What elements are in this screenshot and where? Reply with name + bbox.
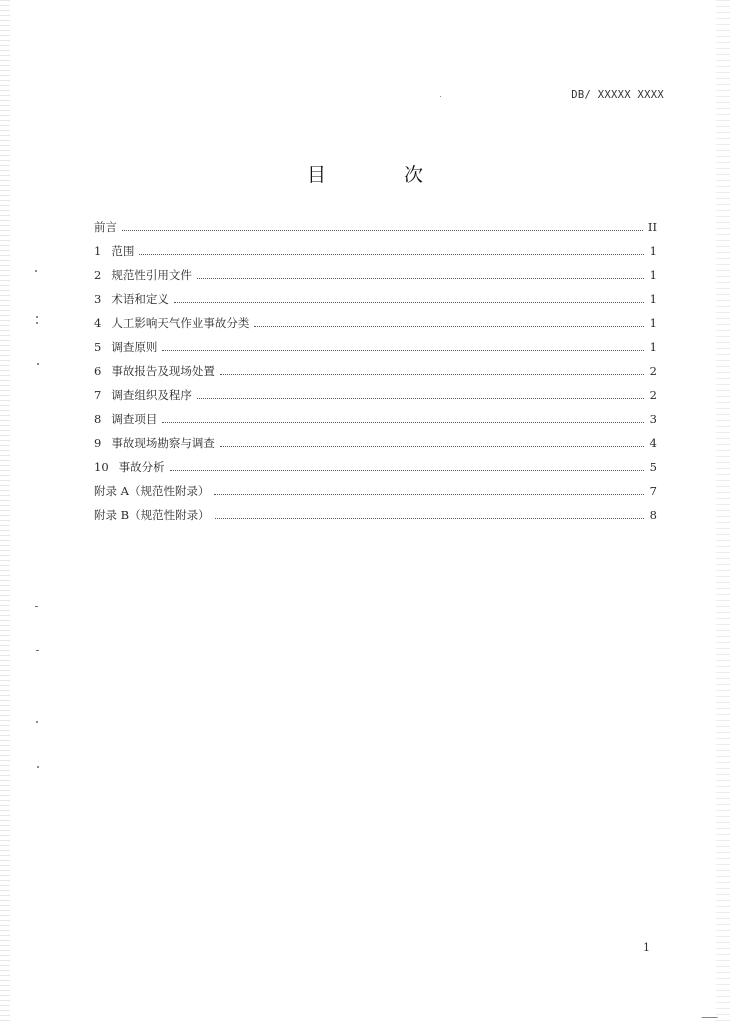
scan-edge-right	[716, 0, 730, 1024]
toc-leader-dots	[197, 398, 644, 399]
scan-speck	[35, 606, 38, 607]
toc-entry-page: 3	[649, 412, 657, 426]
toc-entry-text: 术语和定义	[111, 292, 169, 306]
toc-entry-page: 1	[649, 292, 657, 306]
toc-entry-label	[94, 219, 117, 235]
toc-leader-dots	[215, 518, 644, 519]
toc-entry-page: 1	[649, 340, 657, 354]
document-code: DB/ XXXXX XXXX	[571, 89, 664, 101]
scan-speck	[35, 270, 37, 272]
toc-entry-text: 前言	[94, 220, 117, 234]
toc-entry-number: 2	[94, 268, 102, 282]
toc-entry-label	[94, 435, 215, 451]
toc-entry-page: II	[647, 220, 657, 234]
toc-entry-number: 4	[94, 316, 102, 330]
toc-entry-number: 9	[94, 436, 102, 450]
toc-entry-number: 1	[94, 244, 102, 258]
toc-entry-label	[94, 363, 215, 379]
toc-entry-page: 1	[649, 268, 657, 282]
toc-entry-number: 7	[94, 388, 102, 402]
toc-entry-label	[94, 507, 210, 523]
toc-entry-text: 调查组织及程序	[111, 388, 192, 402]
toc-entry-appendix-a[interactable]	[94, 483, 657, 507]
toc-entry-text: 范围	[111, 244, 135, 258]
toc-entry-accident-report[interactable]	[94, 363, 657, 387]
toc-entry-label	[94, 483, 209, 499]
toc-entry-label	[94, 411, 157, 427]
toc-entry-label	[94, 387, 192, 403]
page-number: 1	[643, 941, 650, 954]
toc-leader-dots	[162, 422, 644, 423]
toc-entry-investigation-organization[interactable]	[94, 387, 657, 411]
scan-speck	[440, 96, 441, 97]
toc-entry-terms-definitions[interactable]	[94, 291, 657, 315]
toc-entry-label	[94, 267, 192, 283]
toc-entry-page: 1	[649, 316, 657, 330]
toc-entry-text: 人工影响天气作业事故分类	[111, 316, 250, 330]
toc-entry-label	[94, 243, 134, 259]
toc-leader-dots	[170, 470, 644, 471]
toc-entry-label	[94, 339, 157, 355]
toc-leader-dots	[220, 446, 644, 447]
scan-speck	[37, 363, 39, 365]
toc-entry-text: 规范性引用文件	[111, 268, 192, 282]
toc-entry-page: 1	[649, 244, 657, 258]
toc-list	[94, 219, 657, 531]
toc-leader-dots	[214, 494, 644, 495]
scan-edge-left	[0, 0, 10, 1024]
toc-leader-dots	[122, 230, 643, 231]
toc-entry-label	[94, 291, 169, 307]
toc-title: 目 次	[306, 164, 460, 186]
toc-leader-dots	[197, 278, 644, 279]
toc-entry-number: 3	[94, 292, 102, 306]
toc-entry-page: 5	[649, 460, 657, 474]
toc-entry-appendix-b[interactable]	[94, 507, 657, 531]
toc-entry-foreword[interactable]	[94, 219, 657, 243]
toc-entry-page: 2	[649, 388, 657, 402]
toc-entry-number: 10	[94, 460, 109, 474]
toc-entry-page: 2	[649, 364, 657, 378]
toc-leader-dots	[220, 374, 644, 375]
toc-entry-normative-references[interactable]	[94, 267, 657, 291]
toc-entry-text: 附录 B（规范性附录）	[94, 508, 210, 522]
toc-entry-number: 6	[94, 364, 102, 378]
toc-entry-text: 事故报告及现场处置	[111, 364, 215, 378]
scan-speck	[36, 322, 38, 324]
toc-entry-page: 4	[649, 436, 657, 450]
toc-entry-page: 8	[649, 508, 657, 522]
scan-speck	[36, 316, 38, 318]
toc-entry-accident-classification[interactable]	[94, 315, 657, 339]
toc-leader-dots	[162, 350, 644, 351]
toc-entry-label	[94, 315, 249, 331]
toc-entry-text: 附录 A（规范性附录）	[94, 484, 210, 498]
toc-entry-accident-analysis[interactable]	[94, 459, 657, 483]
toc-entry-site-survey[interactable]	[94, 435, 657, 459]
toc-entry-text: 事故分析	[118, 460, 165, 474]
toc-leader-dots	[174, 302, 644, 303]
toc-entry-number: 5	[94, 340, 102, 354]
toc-leader-dots	[139, 254, 644, 255]
toc-entry-number: 8	[94, 412, 102, 426]
scan-speck	[36, 650, 39, 651]
toc-entry-investigation-items[interactable]	[94, 411, 657, 435]
toc-entry-label	[94, 459, 165, 475]
toc-entry-text: 调查项目	[111, 412, 158, 426]
scan-speck	[36, 721, 38, 723]
toc-entry-text: 事故现场勘察与调查	[111, 436, 215, 450]
toc-entry-page: 7	[649, 484, 657, 498]
toc-leader-dots	[254, 326, 644, 327]
toc-entry-scope[interactable]	[94, 243, 657, 267]
scan-speck	[37, 766, 39, 768]
toc-entry-investigation-principles[interactable]	[94, 339, 657, 363]
toc-entry-text: 调查原则	[111, 340, 158, 354]
